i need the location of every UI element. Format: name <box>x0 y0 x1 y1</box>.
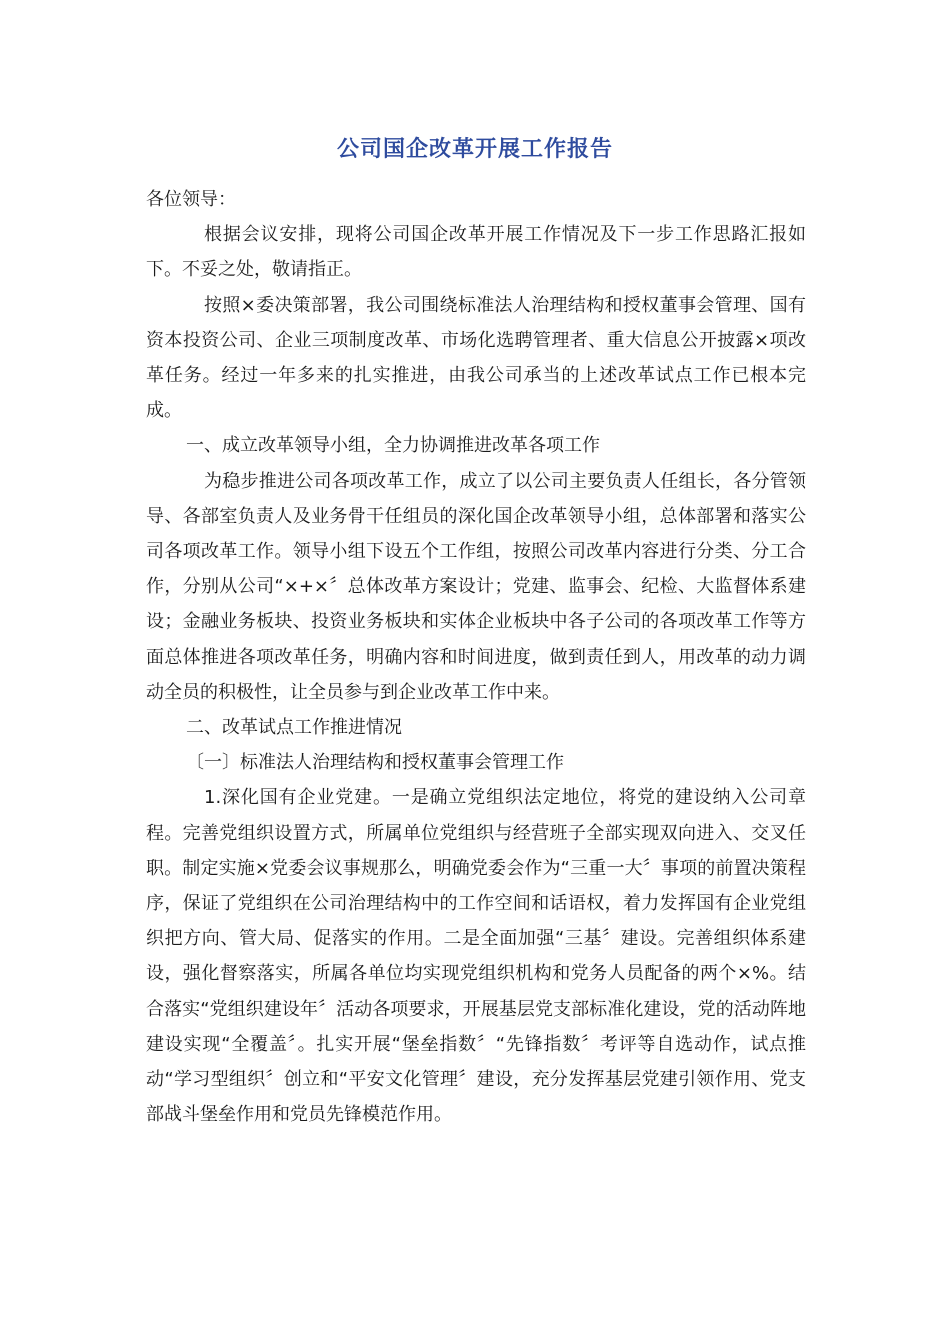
subsection-heading-1: 〔一〕标准法人治理结构和授权董事会管理工作 <box>186 752 564 774</box>
paragraph-leadership-group: 为稳步推进公司各项改革工作，成立了以公司主要负责人任组长，各分管领导、各部室负责人及业务骨干任组员的深化国企改革领导小组，总体部署和落实公司各项改革工作。领导小组下设五个工作组，按照公司改革内容进行分类、分工合作，分别从公司“×+×〞总体改革方案设计；党建、监事会、纪检、大监督体系建设；金融业务板块、投资业务板块和实体企业板块中各子公司的各项改革工作等方面总体推进各项改革任务，明确内容和时间进度，做到责任到人，用改革的动力调动全员的积极性，让全员参与到企业改革工作中来。 <box>146 470 806 703</box>
section-heading-1: 一、成立改革领导小组，全力协调推进改革各项工作 <box>186 435 600 457</box>
salutation: 各位领导： <box>146 189 236 210</box>
paragraph-party-building: 1.深化国有企业党建。一是确立党组织法定地位，将党的建设纳入公司章程。完善党组织设置方式，所属单位党组织与经营班子全部实现双向进入、交叉任职。制定实施×党委会议事规那么，明确党委会作为“三重一大〞事项的前置决策程序，保证了党组织在公司治理结构中的工作空间和话语权，着力发挥国有企业党组织把方向、管大局、促落实的作用。二是全面加强“三基〞建设。完善组织体系建设，强化督察落实，所属各单位均实现党组织机构和党务人员配备的两个×%。结合落实“党组织建设年〞活动各项要求，开展基层党支部标准化建设，党的活动阵地建设实现“全覆盖〞。扎实开展“堡垒指数〞“先锋指数〞考评等自选动作，试点推动“学习型组织〞创立和“平安文化管理〞建设，充分发挥基层党建引领作用、党支部战斗堡垒作用和党员先锋模范作用。 <box>146 787 806 1126</box>
document-body <box>146 182 806 1132</box>
section-heading-2: 二、改革试点工作推进情况 <box>186 717 402 739</box>
paragraph-overview: 按照×委决策部署，我公司围绕标准法人治理结构和授权董事会管理、国有资本投资公司、企业三项制度改革、市场化选聘管理者、重大信息公开披露×项改革任务。经过一年多来的扎实推进，由我公司承当的上述改革试点工作已根本完成。 <box>146 294 806 422</box>
paragraph-intro: 根据会议安排，现将公司国企改革开展工作情况及下一步工作思路汇报如下。不妥之处，敬请指正。 <box>146 224 806 281</box>
document-title: 公司国企改革开展工作报告 <box>336 137 613 162</box>
